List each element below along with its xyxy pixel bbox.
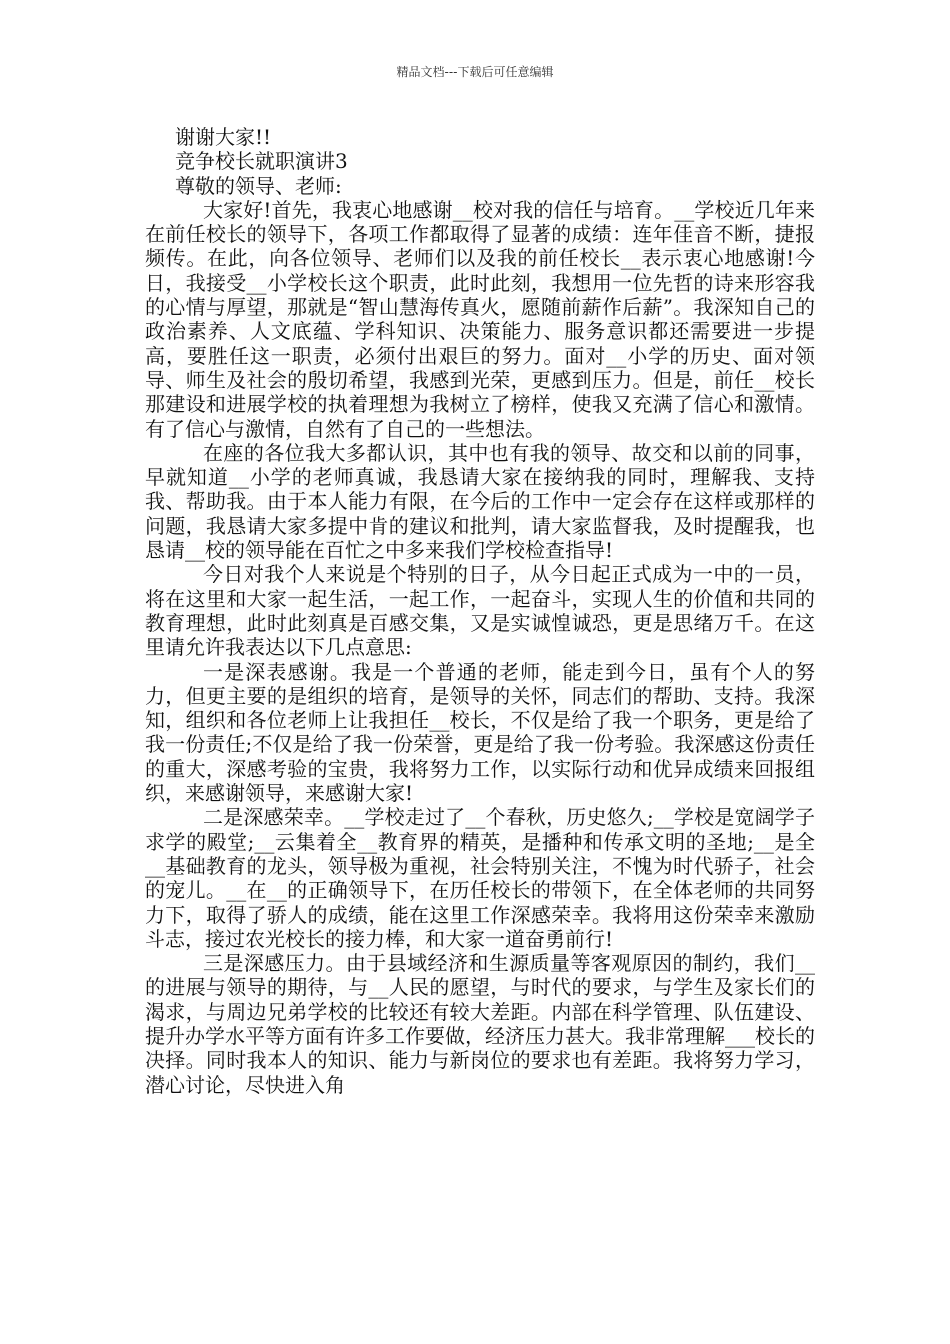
speech-title: 竞争校长就职演讲3 [175,149,348,174]
page-header-note: 精品文档---下载后可任意编辑 [396,65,554,79]
paragraph-special-day: 今日对我个人来说是个特别的日子，从今日起正式成为一中的一员，将在这里和大家一起生活，一起工作，一起奋斗，实现人生的价值和共同的教育理想，此时此刻真是百感交集，又是实诚惶诚恐，更是思绪万千。在这里请允许我表达以下几点意思: [145,562,815,660]
paragraph-opening: 大家好!首先，我衷心地感谢__校对我的信任与培育。__学校近几年来在前任校长的领导下，各项工作都取得了显著的成绩：连年佳音不断，捷报频传。在此，向各位领导、老师们以及我的前任校长__表示衷心地感谢!今日，我接受__小学校长这个职责，此时此刻，我想用一位先哲的诗来形容我的心情与厚望，那就是“智山慧海传真火，愿随前薪作后薪”。我深知自己的政治素养、人文底蕴、学科知识、决策能力、服务意识都还需要进一步提高，要胜任这一职责，必须付出艰巨的努力。面对__小学的历史、面对领导、师生及社会的殷切希望，我感到光荣，更感到压力。但是，前任__校长那建设和进展学校的执着理想为我树立了榜样，使我又充满了信心和激情。有了信心与激情，自然有了自己的一些想法。 [145,197,815,441]
paragraph-honor: 二是深感荣幸。__学校走过了__个春秋，历史悠久;__学校是宽阔学子求学的殿堂;__云集着全__教育界的精英，是播种和传承文明的圣地;__是全__基础教育的龙头，领导极为重视，社会特别关注，不愧为时代骄子，社会的宠儿。__在__的正确领导下，在历任校长的带领下，在全体老师的共同努力下，取得了骄人的成绩，能在这里工作深感荣幸。我将用这份荣幸来激励斗志，接过农光校长的接力棒，和大家一道奋勇前行! [145,805,815,951]
salutation: 尊敬的领导、老师: [175,173,342,198]
paragraph-colleagues: 在座的各位我大多都认识，其中也有我的领导、故交和以前的同事，早就知道__小学的老师真诚，我恳请大家在接纳我的同时，理解我、支持我、帮助我。由于本人能力有限，在今后的工作中一定会存在这样或那样的问题，我恳请大家多提中肯的建议和批判，请大家监督我，及时提醒我，也恳请__校的领导能在百忙之中多来我们学校检查指导! [145,440,815,563]
closing-line: 谢谢大家!! [175,125,272,149]
paragraph-pressure: 三是深感压力。由于县域经济和生源质量等客观原因的制约，我们__的进展与领导的期待，与__人民的愿望，与时代的要求，与学生及家长们的渴求，与周边兄弟学校的比较还有较大差距。内部在科学管理、队伍建设、提升办学水平等方面有许多工作要做，经济压力甚大。我非常理解___校长的决择。同时我本人的知识、能力与新岗位的要求也有差距。我将努力学习，潜心讨论，尽快进入角 [145,951,815,1097]
paragraph-gratitude: 一是深表感谢。我是一个普通的老师，能走到今日，虽有个人的努力，但更主要的是组织的培育，是领导的关怀，同志们的帮助、支持。我深知，组织和各位老师上让我担任__校长，不仅是给了我一个职务，更是给了我一份责任;不仅是给了我一份荣誉，更是给了我一份考验。我深感这份责任的重大，深感考验的宝贵，我将努力工作，以实际行动和优异成绩来回报组织，来感谢领导，来感谢大家! [145,659,815,806]
document-body [145,125,815,1097]
